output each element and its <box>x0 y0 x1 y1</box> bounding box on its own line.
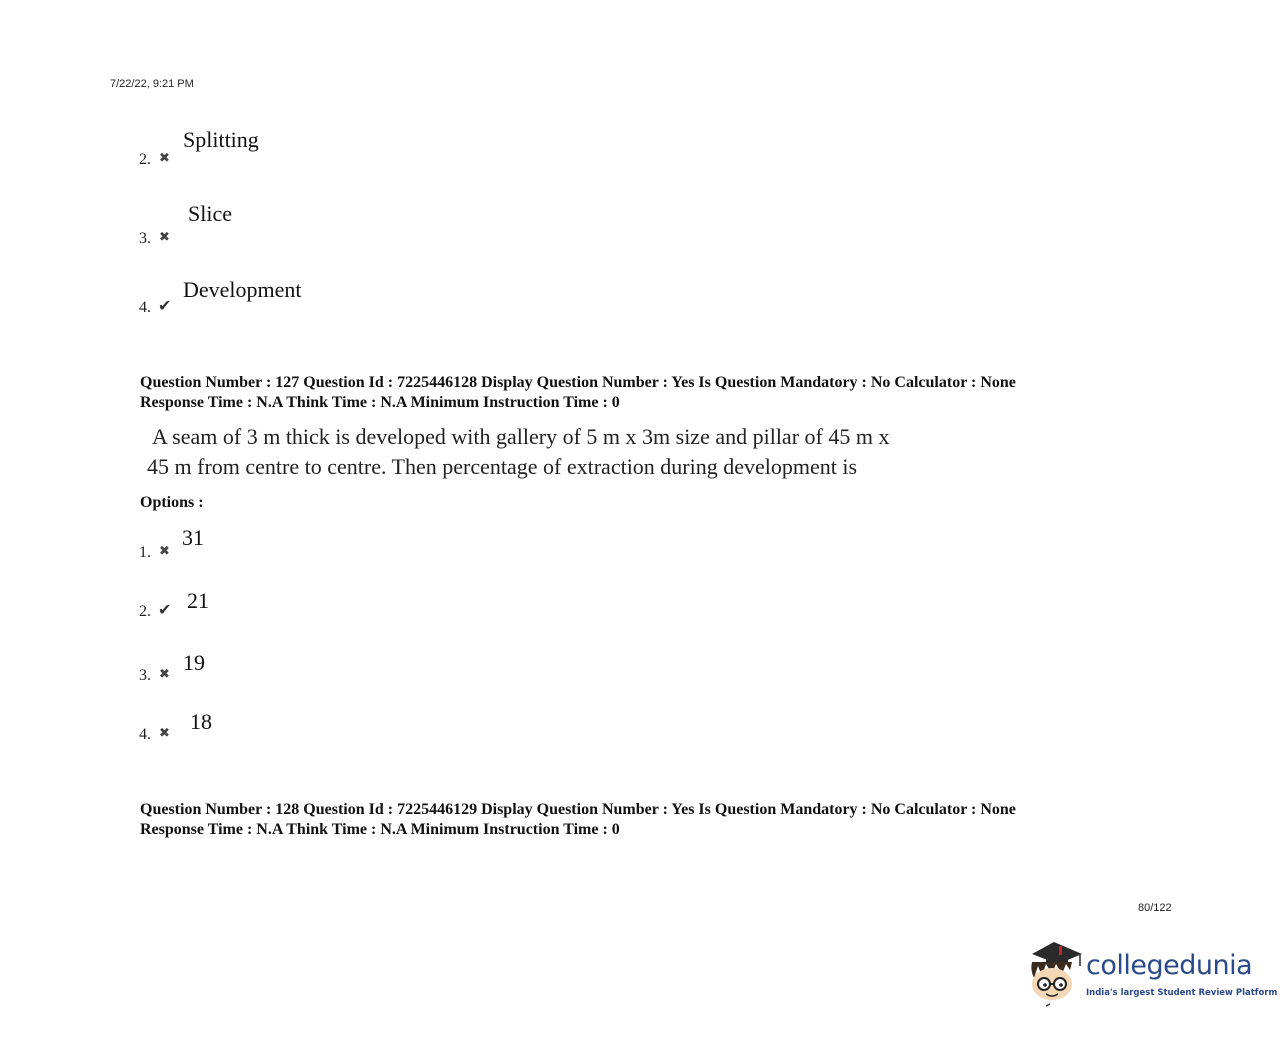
cross-icon: ✖ <box>159 150 170 165</box>
option-number: 4. <box>139 299 151 316</box>
option-number: 3. <box>139 667 151 684</box>
option-text: Development <box>183 277 302 302</box>
question-meta-line2: Response Time : N.A Think Time : N.A Minimum Instruction Time : 0 <box>140 394 620 411</box>
cross-icon: ✖ <box>159 666 170 681</box>
question-meta-line1: Question Number : 127 Question Id : 7225446128 Display Question Number : Yes Is Question Mandatory : No Calculator : None <box>140 374 1016 391</box>
mascot-icon <box>1024 940 1086 1010</box>
question-text-line1: A seam of 3 m thick is developed with gallery of 5 m x 3m size and pillar of 45 m x <box>152 424 890 449</box>
options-label: Options : <box>140 494 204 511</box>
option-text: 31 <box>182 525 204 550</box>
question-meta-line2: Response Time : N.A Think Time : N.A Minimum Instruction Time : 0 <box>140 821 620 838</box>
collegedunia-logo <box>1024 940 1278 1010</box>
print-timestamp: 7/22/22, 9:21 PM <box>110 78 194 90</box>
option-number: 2. <box>139 151 151 168</box>
cross-icon: ✖ <box>159 725 170 740</box>
logo-wordmark: collegedunia <box>1086 950 1253 981</box>
option-number: 2. <box>139 603 151 620</box>
option-text: 19 <box>183 650 205 675</box>
logo-tagline: India's largest Student Review Platform <box>1086 988 1278 998</box>
option-number: 1. <box>139 544 151 561</box>
question-text-line2: 45 m from centre to centre. Then percentage of extraction during development is <box>147 454 858 479</box>
cross-icon: ✖ <box>159 543 170 558</box>
option-number: 3. <box>139 230 151 247</box>
page-number: 80/122 <box>1138 902 1172 914</box>
option-text: Splitting <box>183 127 259 152</box>
check-icon: ✔ <box>158 602 172 619</box>
option-text: Slice <box>188 201 232 226</box>
check-icon: ✔ <box>158 298 172 315</box>
cross-icon: ✖ <box>159 229 170 244</box>
option-text: 21 <box>187 588 209 613</box>
option-text: 18 <box>190 709 212 734</box>
option-number: 4. <box>139 726 151 743</box>
question-meta-line1: Question Number : 128 Question Id : 7225446129 Display Question Number : Yes Is Question Mandatory : No Calculator : None <box>140 801 1016 818</box>
